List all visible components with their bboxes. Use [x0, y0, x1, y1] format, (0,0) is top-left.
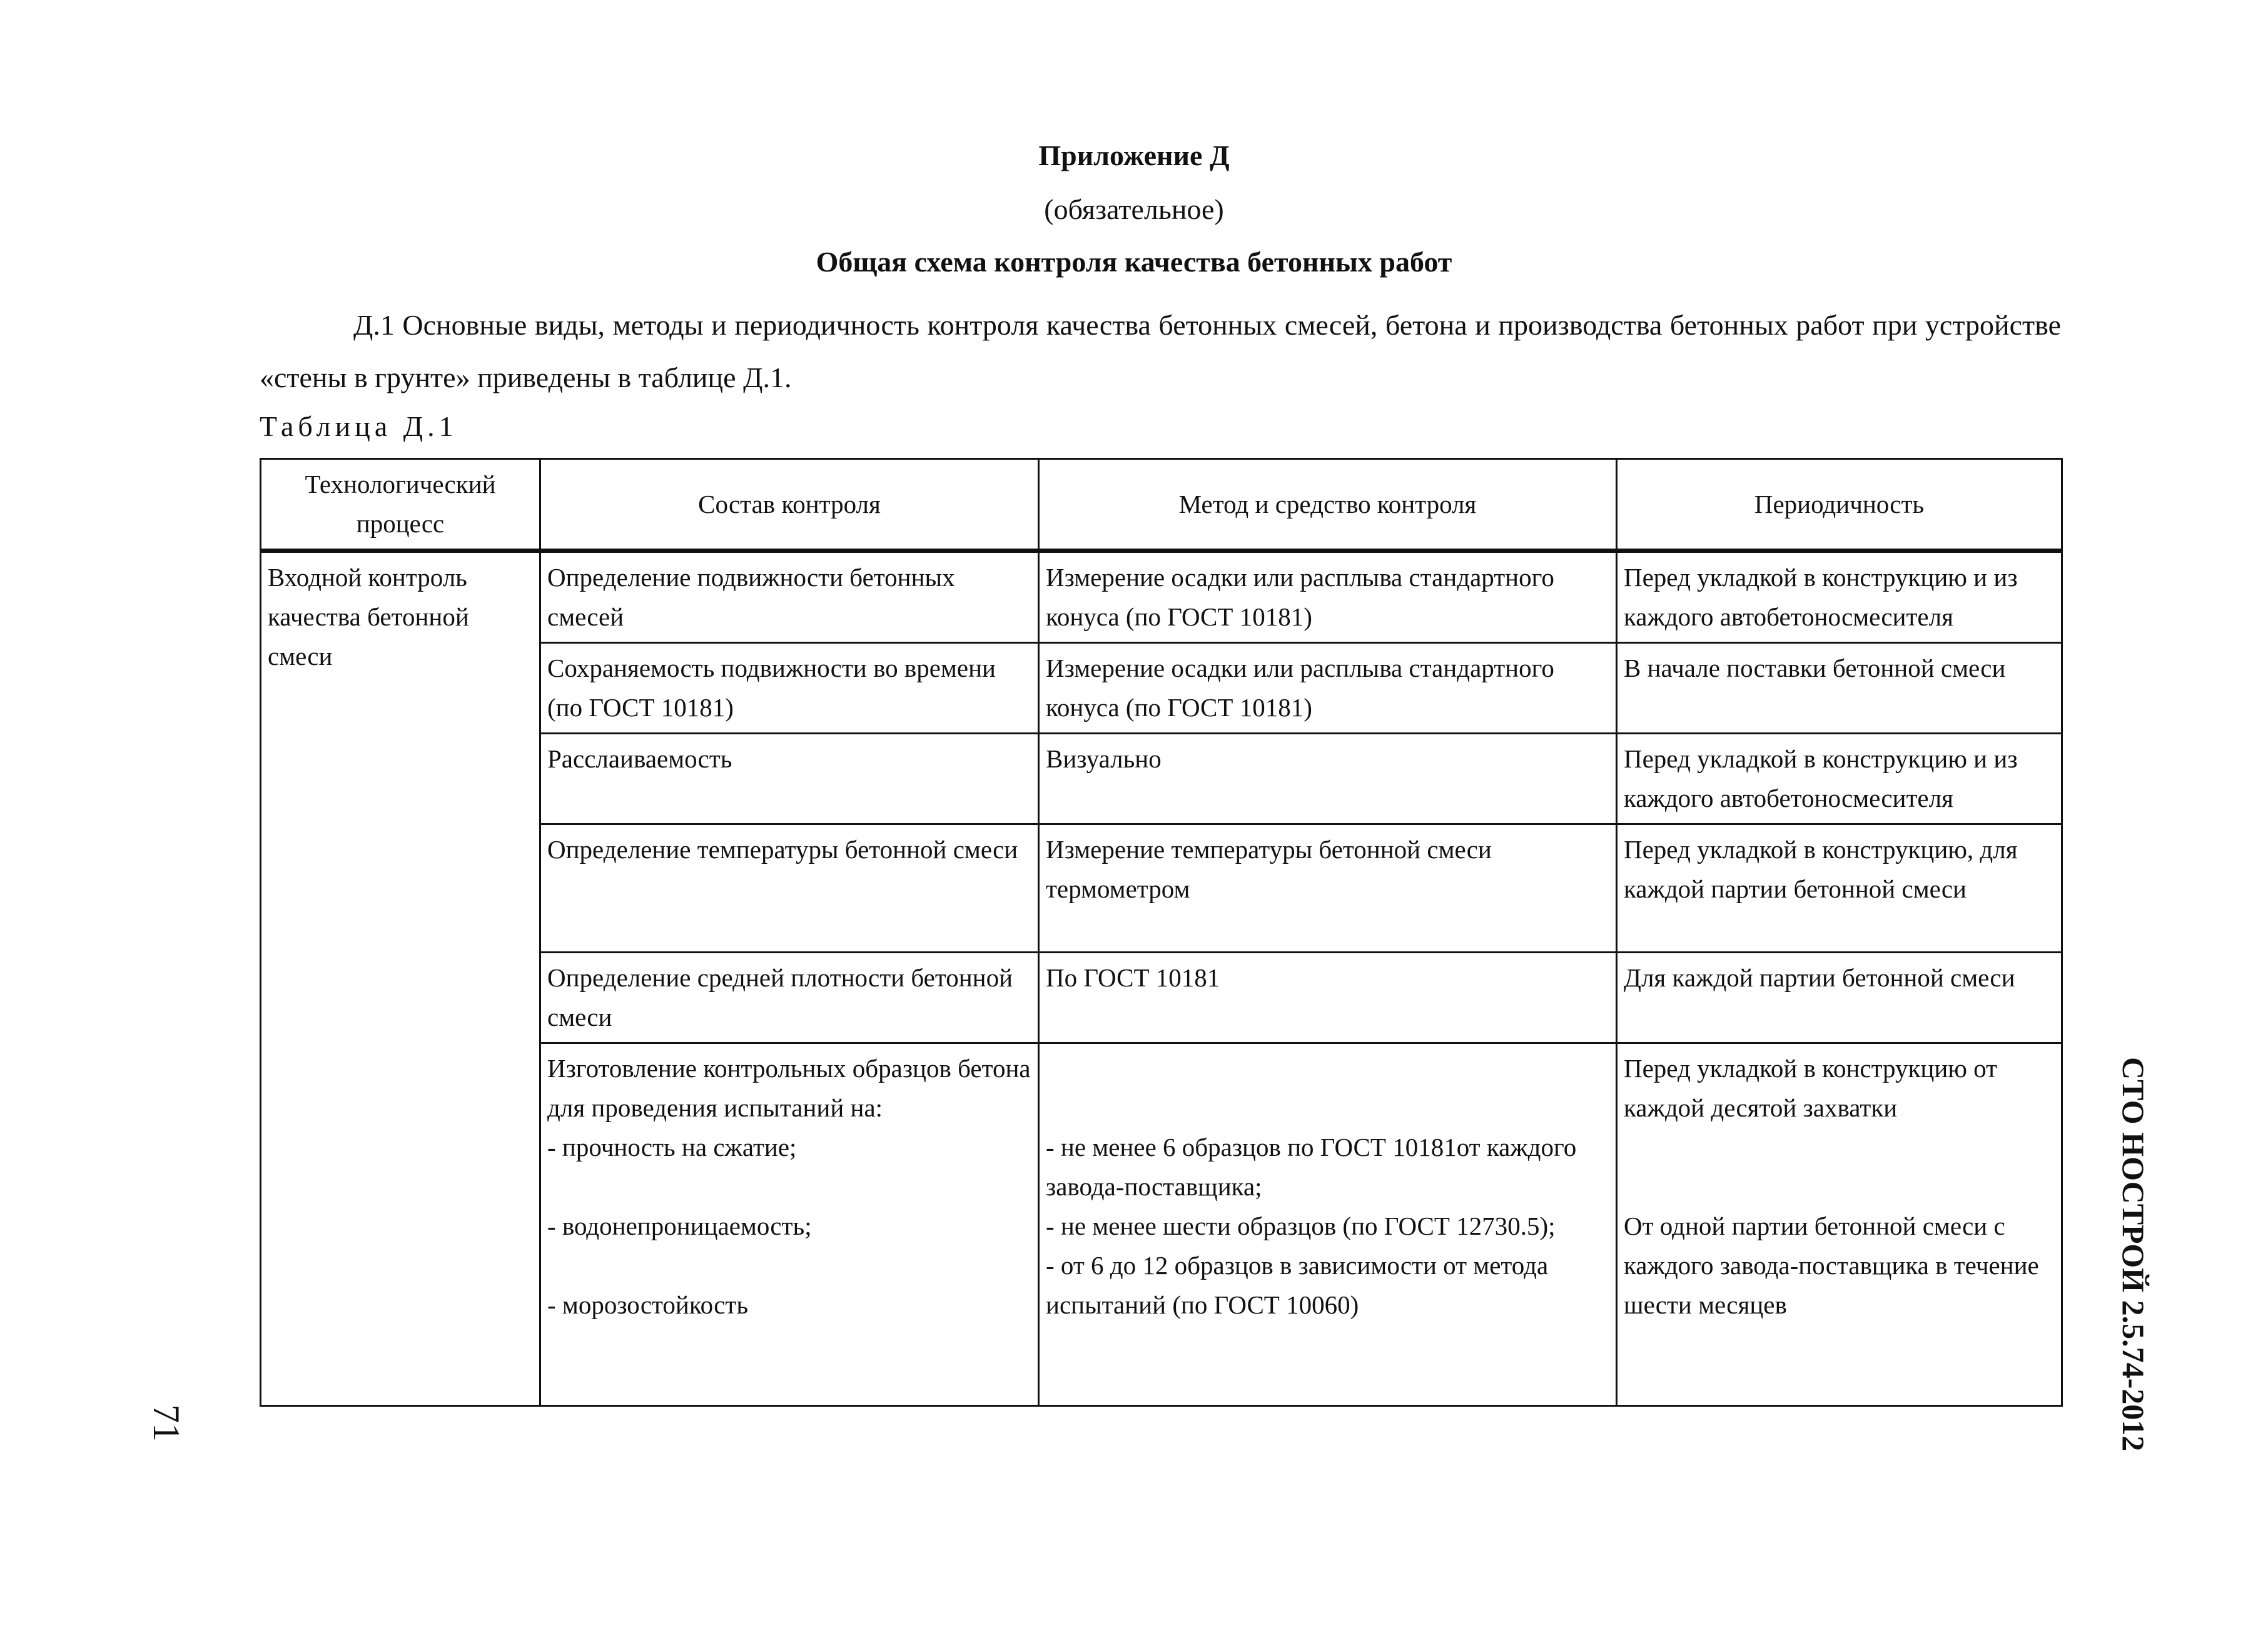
period-cell-samples	[1617, 1043, 2062, 1406]
method-cell: По ГОСТ 10181	[1039, 953, 1617, 1043]
header-periodicity: Периодичность	[1617, 459, 2062, 551]
samples-strength: - прочность на сжатие;	[547, 1133, 797, 1162]
control-cell: Сохраняемость подвижности во времени (по ГОСТ 10181)	[540, 643, 1039, 734]
appendix-title: Приложение Д	[1038, 139, 1230, 171]
header-process: Технологический процесс	[261, 459, 540, 551]
control-cell: Определение подвижности бетонных смесей	[540, 551, 1039, 643]
page-number: 71	[146, 1404, 187, 1442]
period-cell: В начале поставки бетонной смеси	[1617, 643, 2062, 734]
process-cell: Входной контроль качества бетонной смеси	[261, 551, 540, 1406]
period-first: Перед укладкой в конструкцию от каждой десятой захватки	[1624, 1054, 1998, 1122]
table-header-row	[261, 459, 2062, 551]
section-title: Общая схема контроля качества бетонных работ	[816, 246, 1452, 278]
header-method: Метод и средство контроля	[1039, 459, 1617, 551]
spacer	[547, 1246, 1031, 1285]
period-cell: Перед укладкой в конструкцию, для каждой партии бетонной смеси	[1617, 824, 2062, 953]
spacer	[1046, 1049, 1609, 1088]
control-cell: Определение температуры бетонной смеси	[540, 824, 1039, 953]
period-cell: Перед укладкой в конструкцию и из каждого автобетоносмесителя	[1617, 551, 2062, 643]
control-cell: Определение средней плотности бетонной смеси	[540, 953, 1039, 1043]
samples-frost: - морозостойкость	[547, 1290, 749, 1319]
spacer	[1046, 1088, 1609, 1128]
samples-intro: Изготовление контрольных образцов бетона для проведения испытаний на:	[547, 1054, 1031, 1122]
table-caption: Таблица Д.1	[260, 410, 458, 442]
appendix-status: (обязательное)	[1044, 193, 1224, 225]
method-frost: - от 6 до 12 образцов в зависимости от метода испытаний (по ГОСТ 10060)	[1046, 1251, 1549, 1319]
period-cell: Для каждой партии бетонной смеси	[1617, 953, 2062, 1043]
method-cell: Измерение температуры бетонной смеси термометром	[1039, 824, 1617, 953]
intro-paragraph: Д.1 Основные виды, методы и периодичность контроля качества бетонных смесей, бетона и производства бетонных работ при устройстве «стены в грунте» приведены в таблице Д.1.	[260, 309, 2061, 393]
control-cell: Расслаиваемость	[540, 734, 1039, 824]
spacer	[1624, 1167, 2055, 1207]
table-row	[261, 551, 2062, 643]
document-code: СТО НОСТРОЙ 2.5.74-2012	[2116, 1057, 2151, 1452]
method-cell-samples	[1039, 1043, 1617, 1406]
samples-water: - водонепроницаемость;	[547, 1212, 812, 1240]
method-cell: Измерение осадки или расплыва стандартного конуса (по ГОСТ 10181)	[1039, 643, 1617, 734]
header-control: Состав контроля	[540, 459, 1039, 551]
period-cell: Перед укладкой в конструкцию и из каждого автобетоносмесителя	[1617, 734, 2062, 824]
method-water: - не менее шести образцов (по ГОСТ 12730.5);	[1046, 1212, 1556, 1240]
control-table	[260, 458, 2063, 1407]
period-second: От одной партии бетонной смеси с каждого завода-поставщика в течение шести месяцев	[1624, 1212, 2039, 1319]
method-cell: Измерение осадки или расплыва стандартного конуса (по ГОСТ 10181)	[1039, 551, 1617, 643]
control-cell-samples	[540, 1043, 1039, 1406]
method-strength: - не менее 6 образцов по ГОСТ 10181от каждого завода-поставщика;	[1046, 1133, 1577, 1201]
spacer	[1624, 1128, 2055, 1167]
method-cell: Визуально	[1039, 734, 1617, 824]
spacer	[547, 1167, 1031, 1207]
